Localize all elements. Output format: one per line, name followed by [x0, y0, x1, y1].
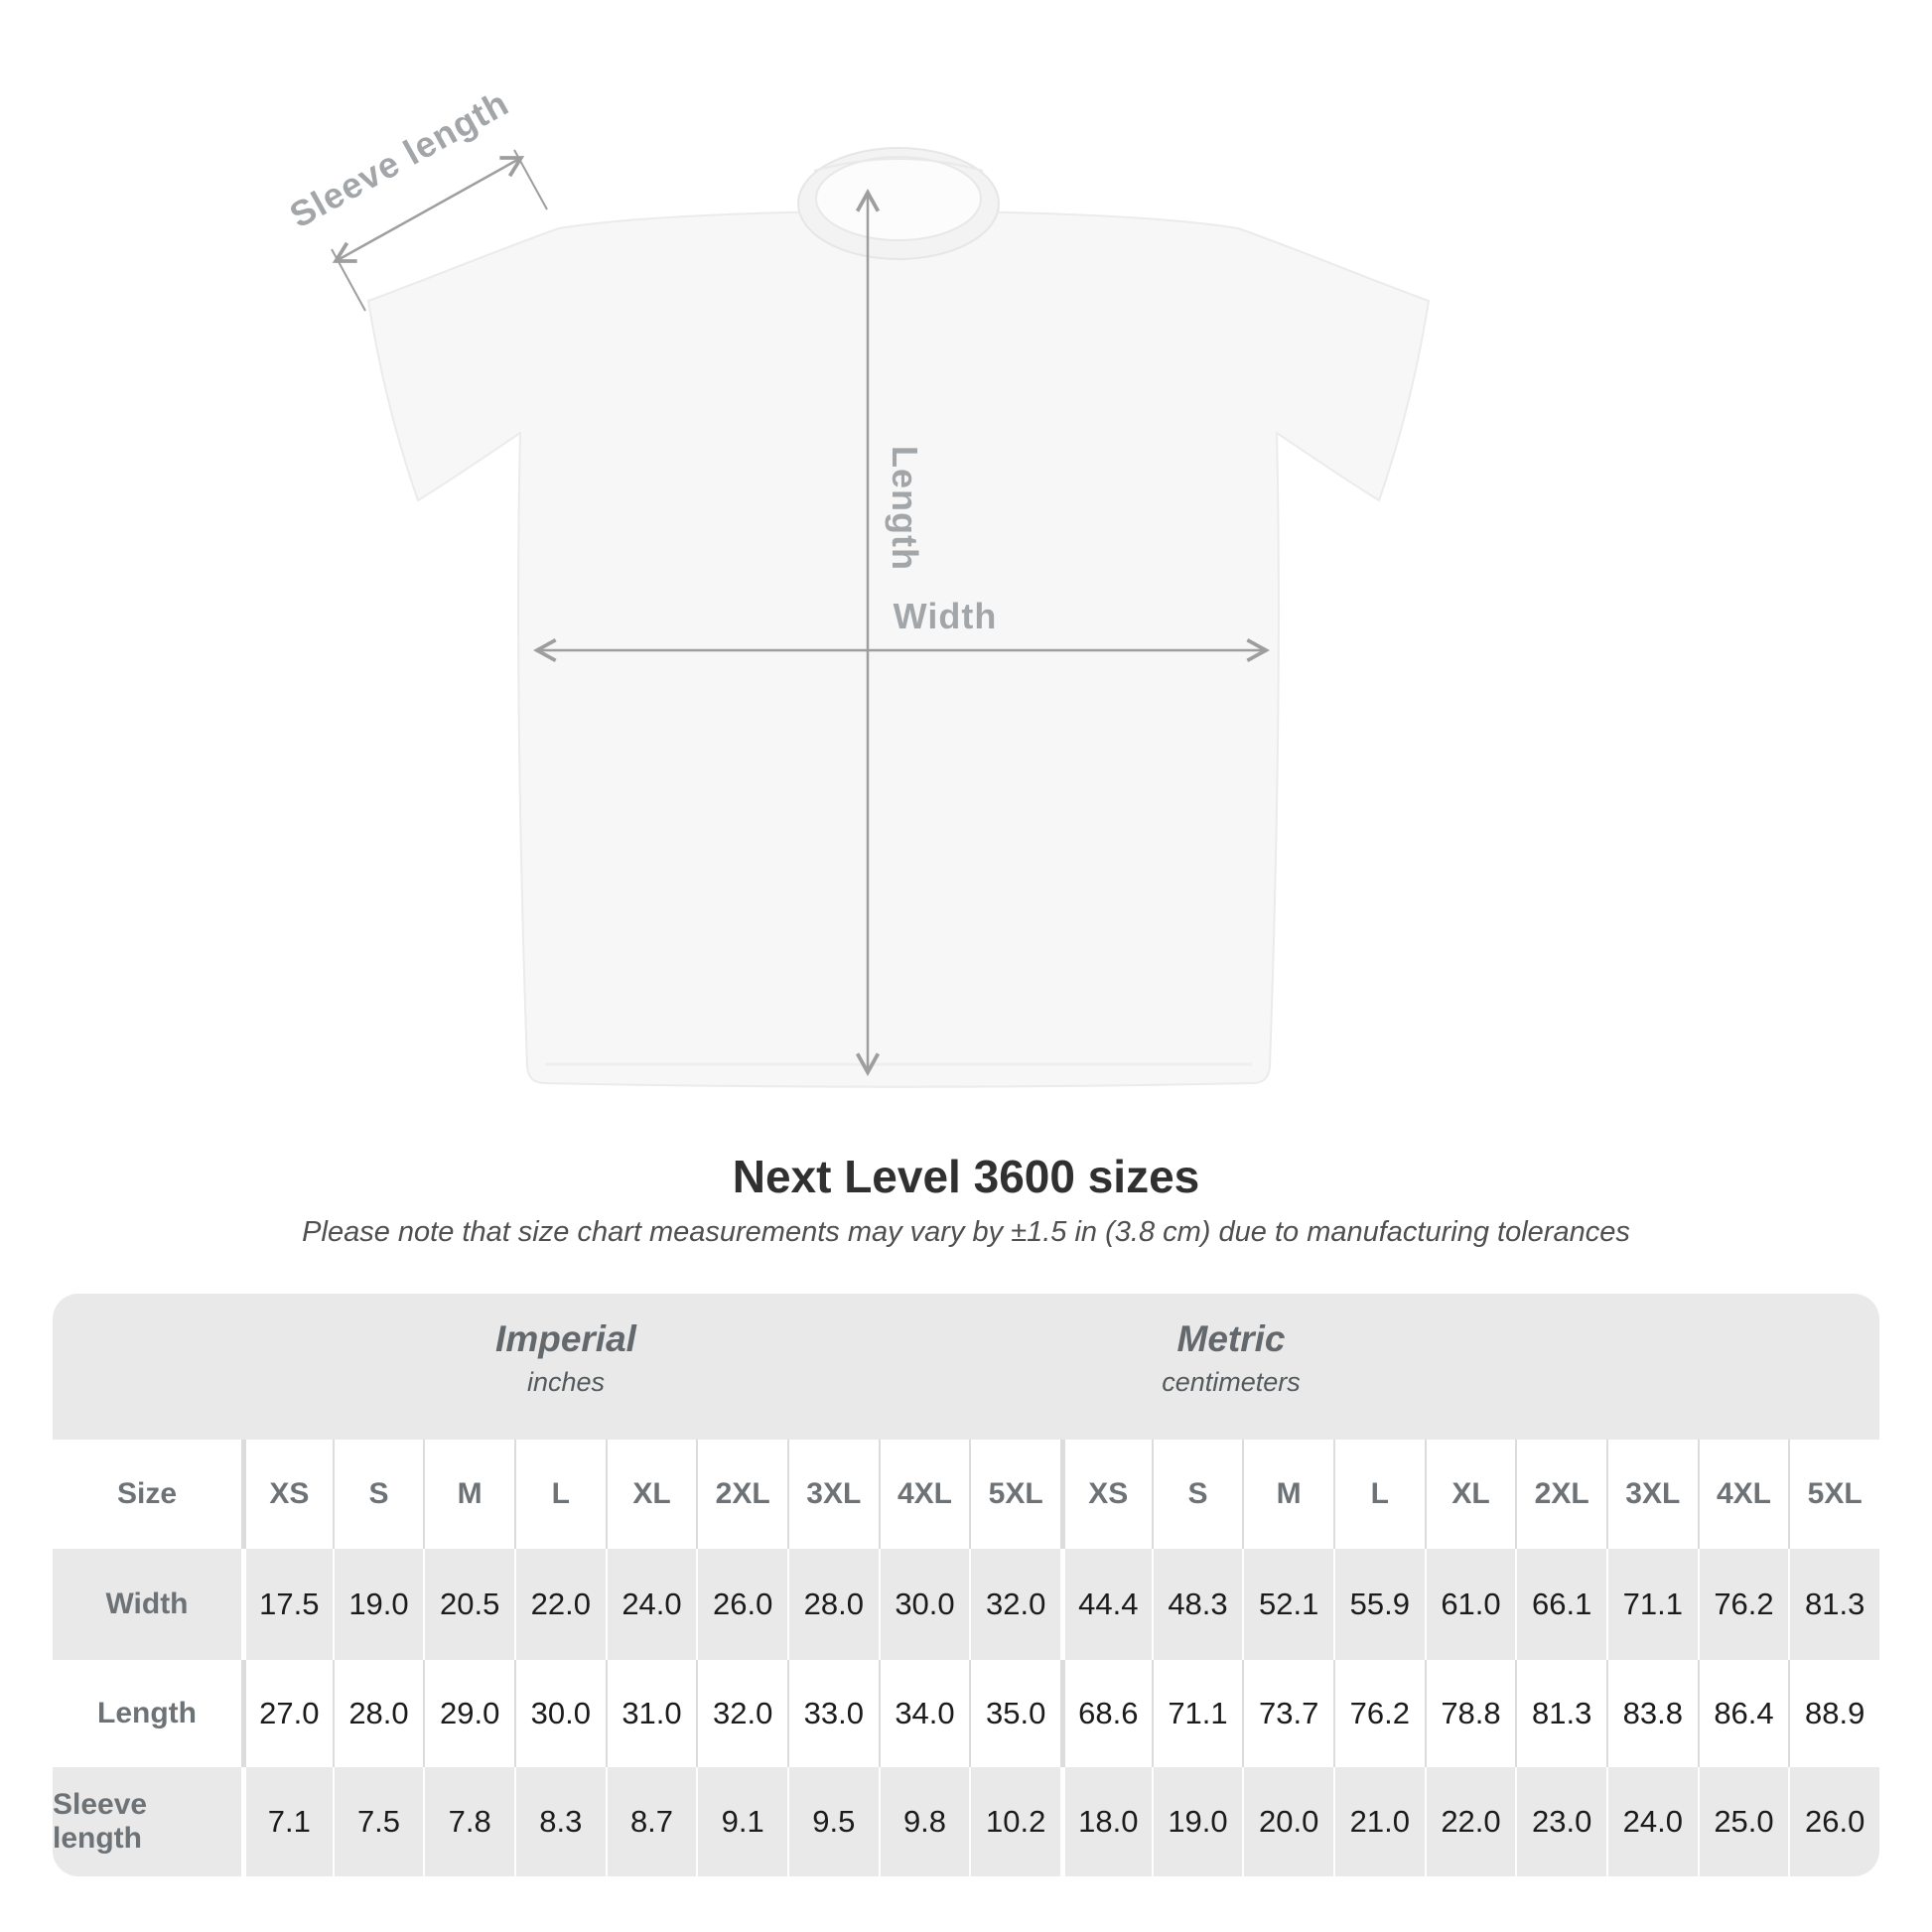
size-value-cell: 76.2 [1333, 1660, 1425, 1767]
row-label-width: Width [105, 1587, 189, 1620]
size-value-cell: 83.8 [1606, 1660, 1698, 1767]
size-value-cell: 17.5 [241, 1549, 333, 1660]
size-value-cell: 8.3 [514, 1767, 606, 1876]
size-value-cell: 9.8 [879, 1767, 970, 1876]
size-value-cell: 44.4 [1060, 1549, 1152, 1660]
size-header-row [53, 1440, 1879, 1549]
sleeve-length-label: Sleeve length [282, 81, 516, 236]
size-value-cell: 26.0 [696, 1549, 787, 1660]
size-value-cell: 30.0 [514, 1660, 606, 1767]
size-col-header: L [1333, 1440, 1425, 1549]
size-value-cell: 19.0 [333, 1549, 424, 1660]
size-col-header: S [333, 1440, 424, 1549]
width-label: Width [893, 596, 998, 636]
imperial-section-header [495, 1317, 636, 1399]
unit-system-band [53, 1294, 1879, 1440]
size-col-header: 5XL [969, 1440, 1060, 1549]
size-col-header: M [423, 1440, 514, 1549]
size-chart-table [53, 1294, 1879, 1876]
size-value-cell: 30.0 [879, 1549, 970, 1660]
size-value-cell: 7.5 [333, 1767, 424, 1876]
page-title: Next Level 3600 sizes [732, 1151, 1200, 1202]
imperial-label: Imperial [495, 1318, 636, 1359]
metric-section-header [1162, 1317, 1301, 1399]
size-value-cell: 9.1 [696, 1767, 787, 1876]
size-col-header: S [1152, 1440, 1243, 1549]
size-value-cell: 32.0 [969, 1549, 1060, 1660]
size-value-cell: 18.0 [1060, 1767, 1152, 1876]
row-label-length: Length [97, 1697, 197, 1729]
size-value-cell: 35.0 [969, 1660, 1060, 1767]
size-value-cell: 31.0 [606, 1660, 697, 1767]
size-value-cell: 22.0 [1425, 1767, 1516, 1876]
size-value-cell: 20.5 [423, 1549, 514, 1660]
size-value-cell: 26.0 [1788, 1767, 1879, 1876]
size-col-header: 2XL [696, 1440, 787, 1549]
size-col-header: XS [1060, 1440, 1152, 1549]
size-value-cell: 73.7 [1242, 1660, 1333, 1767]
size-value-cell: 23.0 [1515, 1767, 1606, 1876]
size-col-header: 4XL [879, 1440, 970, 1549]
table-row-length [53, 1660, 1879, 1767]
size-value-cell: 19.0 [1152, 1767, 1243, 1876]
size-col-header: 3XL [787, 1440, 879, 1549]
size-col-header: 5XL [1788, 1440, 1879, 1549]
metric-unit-label: centimeters [1162, 1367, 1301, 1397]
size-value-cell: 71.1 [1606, 1549, 1698, 1660]
size-value-cell: 28.0 [787, 1549, 879, 1660]
size-value-cell: 28.0 [333, 1660, 424, 1767]
size-value-cell: 9.5 [787, 1767, 879, 1876]
size-value-cell: 81.3 [1788, 1549, 1879, 1660]
size-value-cell: 10.2 [969, 1767, 1060, 1876]
size-value-cell: 71.1 [1152, 1660, 1243, 1767]
imperial-unit-label: inches [526, 1367, 606, 1397]
size-col-header: L [514, 1440, 606, 1549]
size-col-header: XS [241, 1440, 333, 1549]
size-col-header: XL [606, 1440, 697, 1549]
size-value-cell: 8.7 [606, 1767, 697, 1876]
size-value-cell: 27.0 [241, 1660, 333, 1767]
metric-label: Metric [1176, 1318, 1286, 1359]
size-col-header: 2XL [1515, 1440, 1606, 1549]
size-col-header: 4XL [1698, 1440, 1789, 1549]
size-value-cell: 52.1 [1242, 1549, 1333, 1660]
size-value-cell: 29.0 [423, 1660, 514, 1767]
size-col-header: XL [1425, 1440, 1516, 1549]
size-col-header: M [1242, 1440, 1333, 1549]
size-value-cell: 20.0 [1242, 1767, 1333, 1876]
size-value-cell: 48.3 [1152, 1549, 1243, 1660]
row-label-sleeve-length: Sleeve length [53, 1788, 148, 1855]
size-value-cell: 33.0 [787, 1660, 879, 1767]
tolerance-note: Please note that size chart measurements may vary by ±1.5 in (3.8 cm) due to manufacturing tolerances [302, 1216, 1630, 1248]
size-value-cell: 24.0 [1606, 1767, 1698, 1876]
size-value-cell: 25.0 [1698, 1767, 1789, 1876]
size-value-cell: 68.6 [1060, 1660, 1152, 1767]
size-value-cell: 88.9 [1788, 1660, 1879, 1767]
size-value-cell: 86.4 [1698, 1660, 1789, 1767]
sleeve-witness-tick-left [332, 249, 365, 311]
size-col-header: 3XL [1606, 1440, 1698, 1549]
sleeve-witness-tick-right [514, 150, 547, 209]
size-value-cell: 32.0 [696, 1660, 787, 1767]
size-value-cell: 78.8 [1425, 1660, 1516, 1767]
table-row-sleeve-length [53, 1767, 1879, 1876]
size-value-cell: 61.0 [1425, 1549, 1516, 1660]
length-label: Length [885, 446, 925, 571]
size-value-cell: 66.1 [1515, 1549, 1606, 1660]
size-value-cell: 7.8 [423, 1767, 514, 1876]
size-row-label: Size [116, 1477, 178, 1510]
size-value-cell: 22.0 [514, 1549, 606, 1660]
size-value-cell: 81.3 [1515, 1660, 1606, 1767]
table-row-width [53, 1549, 1879, 1660]
size-value-cell: 24.0 [606, 1549, 697, 1660]
size-value-cell: 7.1 [241, 1767, 333, 1876]
size-value-cell: 76.2 [1698, 1549, 1789, 1660]
size-value-cell: 55.9 [1333, 1549, 1425, 1660]
size-value-cell: 34.0 [879, 1660, 970, 1767]
collar-inner [816, 157, 981, 240]
size-value-cell: 21.0 [1333, 1767, 1425, 1876]
